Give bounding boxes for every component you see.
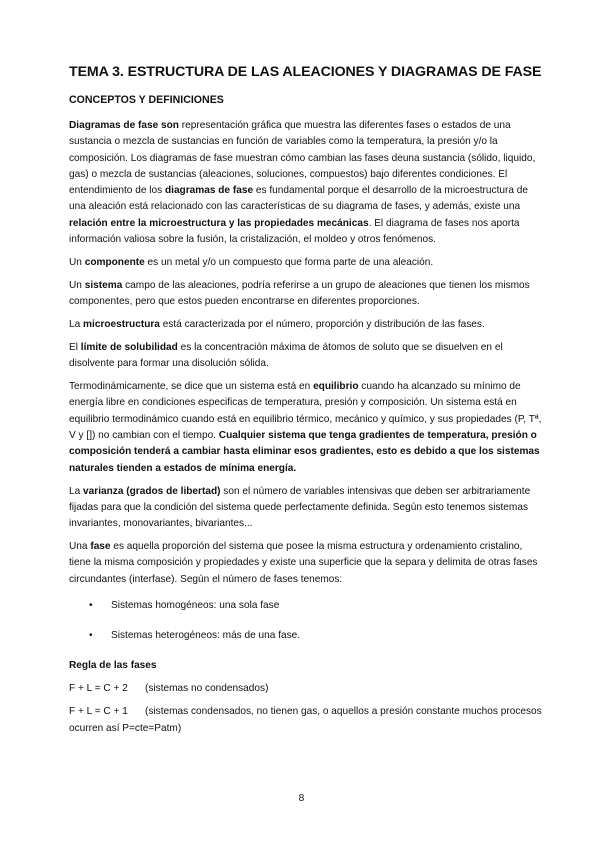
rule-formula: F + L = C + 2	[69, 683, 128, 695]
bold-term: Cualquier sistema que tenga gradientes de temperatura, presión o composición tenderá a cambiar hasta eliminar esos gradientes, esto es debido a que los sistemas naturales tienden a estados de mínima energía.	[69, 430, 540, 474]
paragraph-text: Una	[69, 540, 91, 552]
paragraph-text: es aquella proporción del sistema que posee la misma estructura y ordenamiento cristalino, tiene la misma composición y propiedades y existe una superficie que la separa y delimita de otras fases circundantes (interfase). Según el número de fases tenemos:	[69, 540, 538, 585]
bullet-icon: •	[89, 599, 93, 611]
list-item	[69, 628, 545, 644]
paragraph-text: Un	[69, 256, 85, 268]
list-item-text: Sistemas heterogéneos: más de una fase.	[111, 630, 301, 642]
list-item-text: Sistemas homogéneos: una sola fase	[111, 599, 280, 611]
paragraph-text: cuando ha alcanzado su mínimo de energía libre en condiciones especificas de temperatura, presión y composición. Un sistema está en equilibrio termodinámico cuando está en equilibrio térmico, mecánico y químico, y sus propiedades (P, Tª, V y []) no cambian con el tiempo.	[69, 381, 542, 442]
rule-heading: Regla de las fases	[69, 660, 157, 672]
page-number: 8	[298, 793, 305, 804]
list-item	[69, 598, 545, 614]
bold-term: equilibrio	[313, 381, 359, 393]
paragraph-text: representación gráfica que muestra las diferentes fases o estados de una sustancia o mezcla de sustancias en función de variables como la temperatura, la presión y/o la composición. Los diagramas de fase muestran cómo cambian las fases deuna sustancia (sólido, liquido, gas) o mezcla de sustancias (aleaciones, soluciones, compuestos) bajo diferentes condiciones. El entendimiento de los	[69, 120, 536, 197]
paragraph-microestructura	[69, 317, 545, 333]
rule-description: (sistemas condensados, no tienen gas, o aquellos a presión constante muchos procesos ocurren así P=cte=Patm)	[69, 706, 542, 734]
bold-term: límite de solubilidad	[80, 341, 178, 353]
paragraph-sistema	[69, 278, 545, 311]
rule-description: (sistemas no condensados)	[145, 683, 269, 695]
rule-row	[69, 704, 545, 737]
bold-term: relación entre la microestructura y las propiedades mecánicas	[69, 217, 369, 229]
bold-term: fase	[90, 540, 111, 552]
bullet-list	[69, 598, 545, 645]
paragraph-diagramas	[69, 118, 545, 248]
bold-term: microestructura	[83, 319, 160, 331]
paragraph-equilibrio	[69, 379, 545, 477]
body-text	[69, 118, 545, 743]
paragraph-solubilidad	[69, 340, 545, 373]
paragraph-text: La	[69, 319, 84, 331]
bullet-icon: •	[89, 630, 93, 642]
paragraph-text: campo de las aleaciones, podría referirse a un grupo de aleaciones que tienen los mismos componentes, pero que estos pueden encontrarse en diferentes proporciones.	[69, 279, 530, 308]
rule-row	[69, 681, 545, 697]
paragraph-text: es la concentración máxima de átomos de soluto que se disuelven en el disolvente para formar una disolución sólida.	[69, 341, 503, 370]
paragraph-text: Termodinámicamente, se dice que un sistema está en	[69, 381, 314, 393]
bold-term: sistema	[84, 279, 123, 291]
paragraph-componente	[69, 255, 545, 271]
bold-term: diagramas de fase	[164, 185, 254, 197]
paragraph-fase	[69, 539, 545, 588]
bold-term: componente	[84, 256, 145, 268]
bold-term: Diagramas de fase son	[69, 120, 179, 131]
paragraph-text: Un	[69, 279, 85, 291]
rule-formula: F + L = C + 1	[69, 706, 128, 718]
paragraph-text: es fundamental porque el desarrollo de la microestructura de una aleación está relacionado con las características de su diagrama de fases, y además, existe una	[69, 185, 528, 213]
paragraph-varianza	[69, 484, 545, 533]
paragraph-text: . El diagrama de fases nos aporta información valiosa sobre la fusión, la cristalización, el moldeo y otros fenómenos.	[69, 217, 520, 246]
bold-term: varianza (grados de libertad)	[83, 485, 221, 497]
paragraph-text: El	[69, 341, 81, 353]
section-heading: CONCEPTOS Y DEFINICIONES	[69, 94, 224, 106]
paragraph-text: La	[69, 485, 84, 497]
paragraph-text: está caracterizada por el número, proporción y distribución de las fases.	[159, 319, 485, 331]
page-title: TEMA 3. ESTRUCTURA DE LAS ALEACIONES Y DIAGRAMAS DE FASE	[69, 64, 542, 80]
paragraph-text: es un metal y/o un compuesto que forma parte de una aleación.	[144, 256, 434, 268]
paragraph-text: son el número de variables intensivas que deben ser arbitrariamente fijadas para que la condición del sistema quede perfectamente definida. Según esto tenemos sistemas invariantes, monovariantes, bivariantes...	[69, 485, 531, 530]
